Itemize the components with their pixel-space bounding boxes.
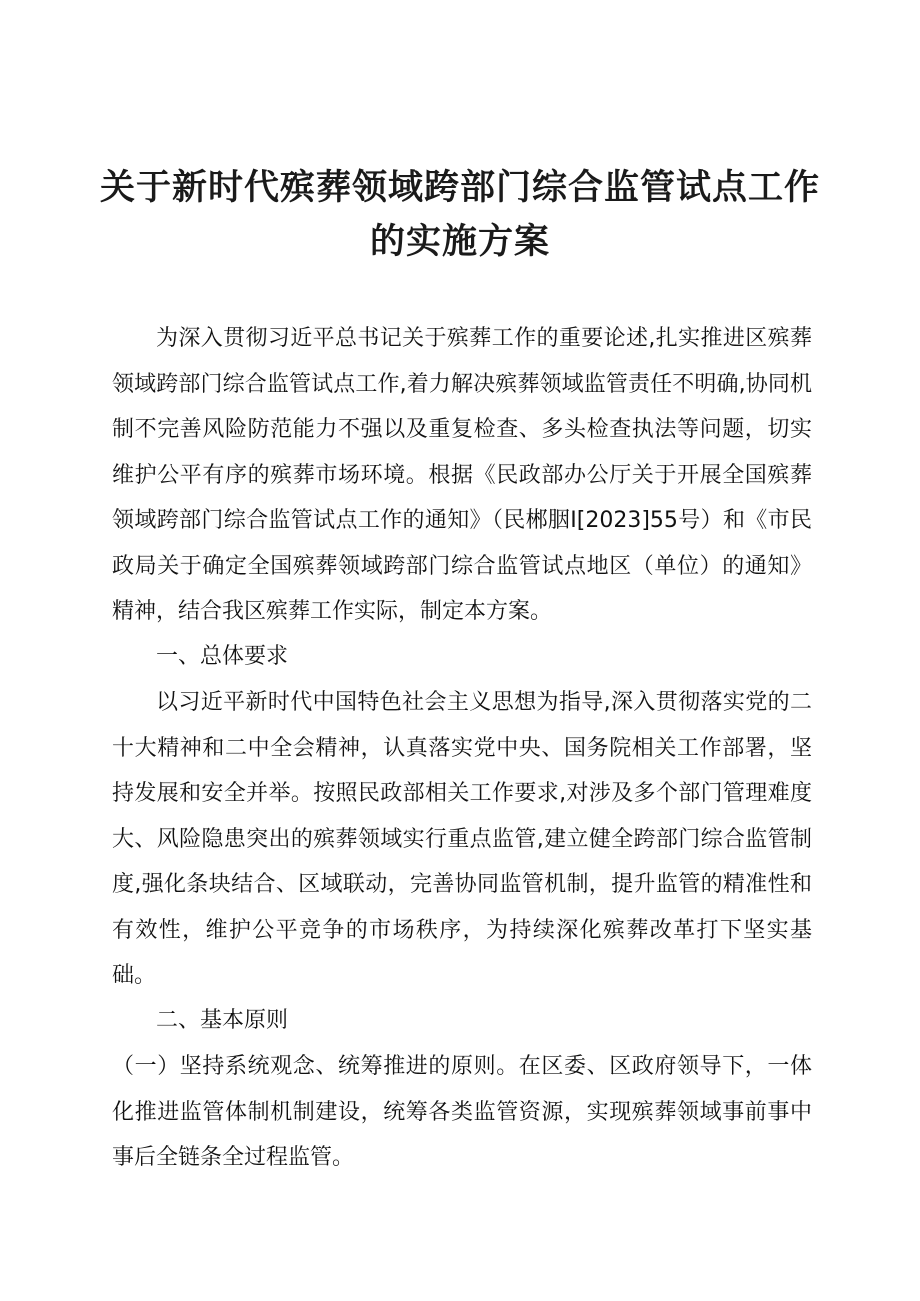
document-title-line-1: 关于新时代殡葬领域跨部门综合监管试点工作 bbox=[99, 167, 820, 208]
intro-paragraph: 为深入贯彻习近平总书记关于殡葬工作的重要论述,扎实推进区殡葬领域跨部门综合监管试点工作,着力解决殡葬领域监管责任不明确,协同机制不完善风险防范能力不强以及重复检查、多头检查执法等问题，切实维护公平有序的殡葬市场环境。根据《民政部办公厅关于开展全国殡葬领域跨部门综合监管试点工作的通知》（民郴胭I[2023]55号）和《市民政局关于确定全国殡葬领域跨部门综合监管试点地区（单位）的通知》精神，结合我区殡葬工作实际，制定本方案。 bbox=[112, 326, 812, 624]
principle-one-paragraph: （一）坚持系统观念、统筹推进的原则。在区委、区政府领导下，一体化推进监管体制机制建设，统筹各类监管资源，实现殡葬领域事前事中事后全链条全过程监管。 bbox=[112, 1054, 812, 1170]
general-requirements-paragraph: 以习近平新时代中国特色社会主义思想为指导,深入贯彻落实党的二十大精神和二中全会精神，认真落实党中央、国务院相关工作部署，坚持发展和安全并举。按照民政部相关工作要求,对涉及多个部门管理难度大、风险隐患突出的殡葬领域实行重点监管,建立健全跨部门综合监管制度,强化条块结合、区域联动，完善协同监管机制，提升监管的精准性和有效性，维护公平竞争的市场秩序，为持续深化殡葬改革打下坚实基础。 bbox=[112, 690, 812, 988]
section-heading-basic-principles: 二、基本原则 bbox=[156, 1008, 289, 1033]
section-heading-general-requirements: 一、总体要求 bbox=[156, 644, 289, 669]
document-title-line-2: 的实施方案 bbox=[369, 221, 550, 262]
